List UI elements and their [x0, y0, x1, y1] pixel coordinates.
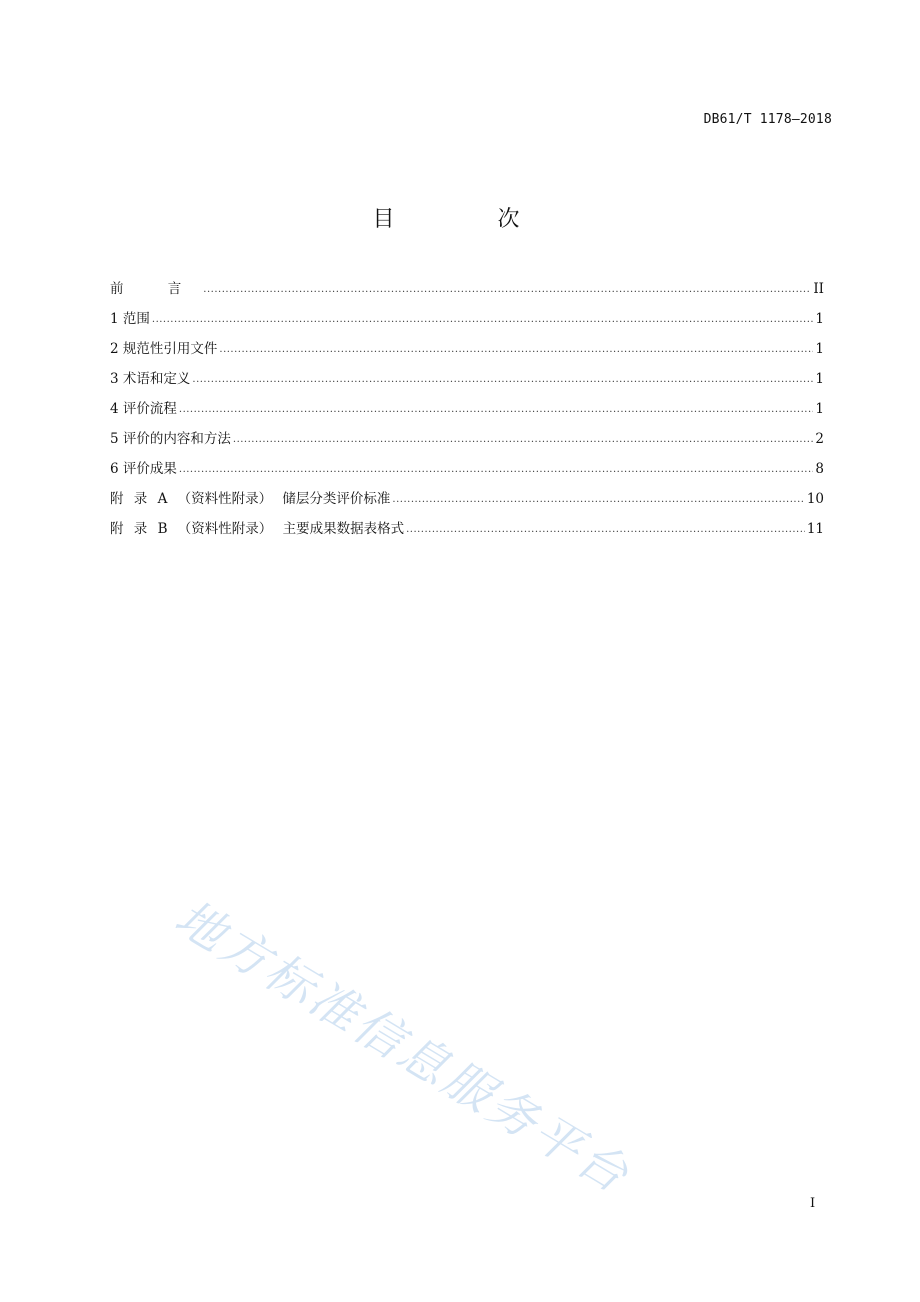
toc-leader-dots — [219, 339, 813, 361]
toc-entry-page: 11 — [806, 521, 824, 537]
toc-entry-label: 2 规范性引用文件 — [110, 341, 218, 357]
table-of-contents — [110, 278, 824, 548]
toc-entry-page: 1 — [815, 401, 824, 417]
toc-entry-terms[interactable] — [110, 368, 824, 398]
toc-leader-dots — [203, 279, 811, 301]
toc-entry-label: 6 评价成果 — [110, 461, 177, 477]
page-title: 目 次 — [372, 207, 568, 232]
watermark: 地方标准信息服务平台 — [165, 889, 641, 1206]
toc-entry-scope[interactable] — [110, 308, 824, 338]
toc-entry-label: 附 录 A （资料性附录） 储层分类评价标准 — [110, 491, 391, 507]
document-code: DB61/T 1178—2018 — [703, 112, 832, 127]
page-number: I — [810, 1196, 816, 1211]
toc-entry-page: 10 — [806, 491, 824, 507]
toc-entry-label: 5 评价的内容和方法 — [110, 431, 231, 447]
toc-entry-process[interactable] — [110, 398, 824, 428]
toc-leader-dots — [233, 429, 814, 451]
toc-entry-results[interactable] — [110, 458, 824, 488]
toc-entry-page: 1 — [815, 341, 824, 357]
toc-entry-content-methods[interactable] — [110, 428, 824, 458]
toc-entry-normative-references[interactable] — [110, 338, 824, 368]
toc-leader-dots — [179, 399, 814, 421]
toc-entry-page: 8 — [815, 461, 824, 477]
toc-leader-dots — [192, 369, 813, 391]
toc-entry-page: 1 — [815, 311, 824, 327]
toc-leader-dots — [406, 519, 805, 541]
toc-entry-page: II — [813, 281, 824, 297]
toc-leader-dots — [392, 489, 804, 511]
toc-entry-appendix-b[interactable] — [110, 518, 824, 548]
toc-entry-appendix-a[interactable] — [110, 488, 824, 518]
toc-entry-page: 1 — [815, 371, 824, 387]
toc-leader-dots — [152, 309, 814, 331]
toc-entry-foreword[interactable] — [110, 278, 824, 308]
toc-entry-label: 4 评价流程 — [110, 401, 177, 417]
toc-entry-label: 3 术语和定义 — [110, 371, 191, 387]
toc-entry-label: 前 言 — [110, 281, 202, 297]
toc-entry-label: 1 范围 — [110, 311, 150, 327]
toc-entry-label: 附 录 B （资料性附录） 主要成果数据表格式 — [110, 521, 405, 537]
toc-leader-dots — [179, 459, 814, 481]
toc-entry-page: 2 — [815, 431, 824, 447]
